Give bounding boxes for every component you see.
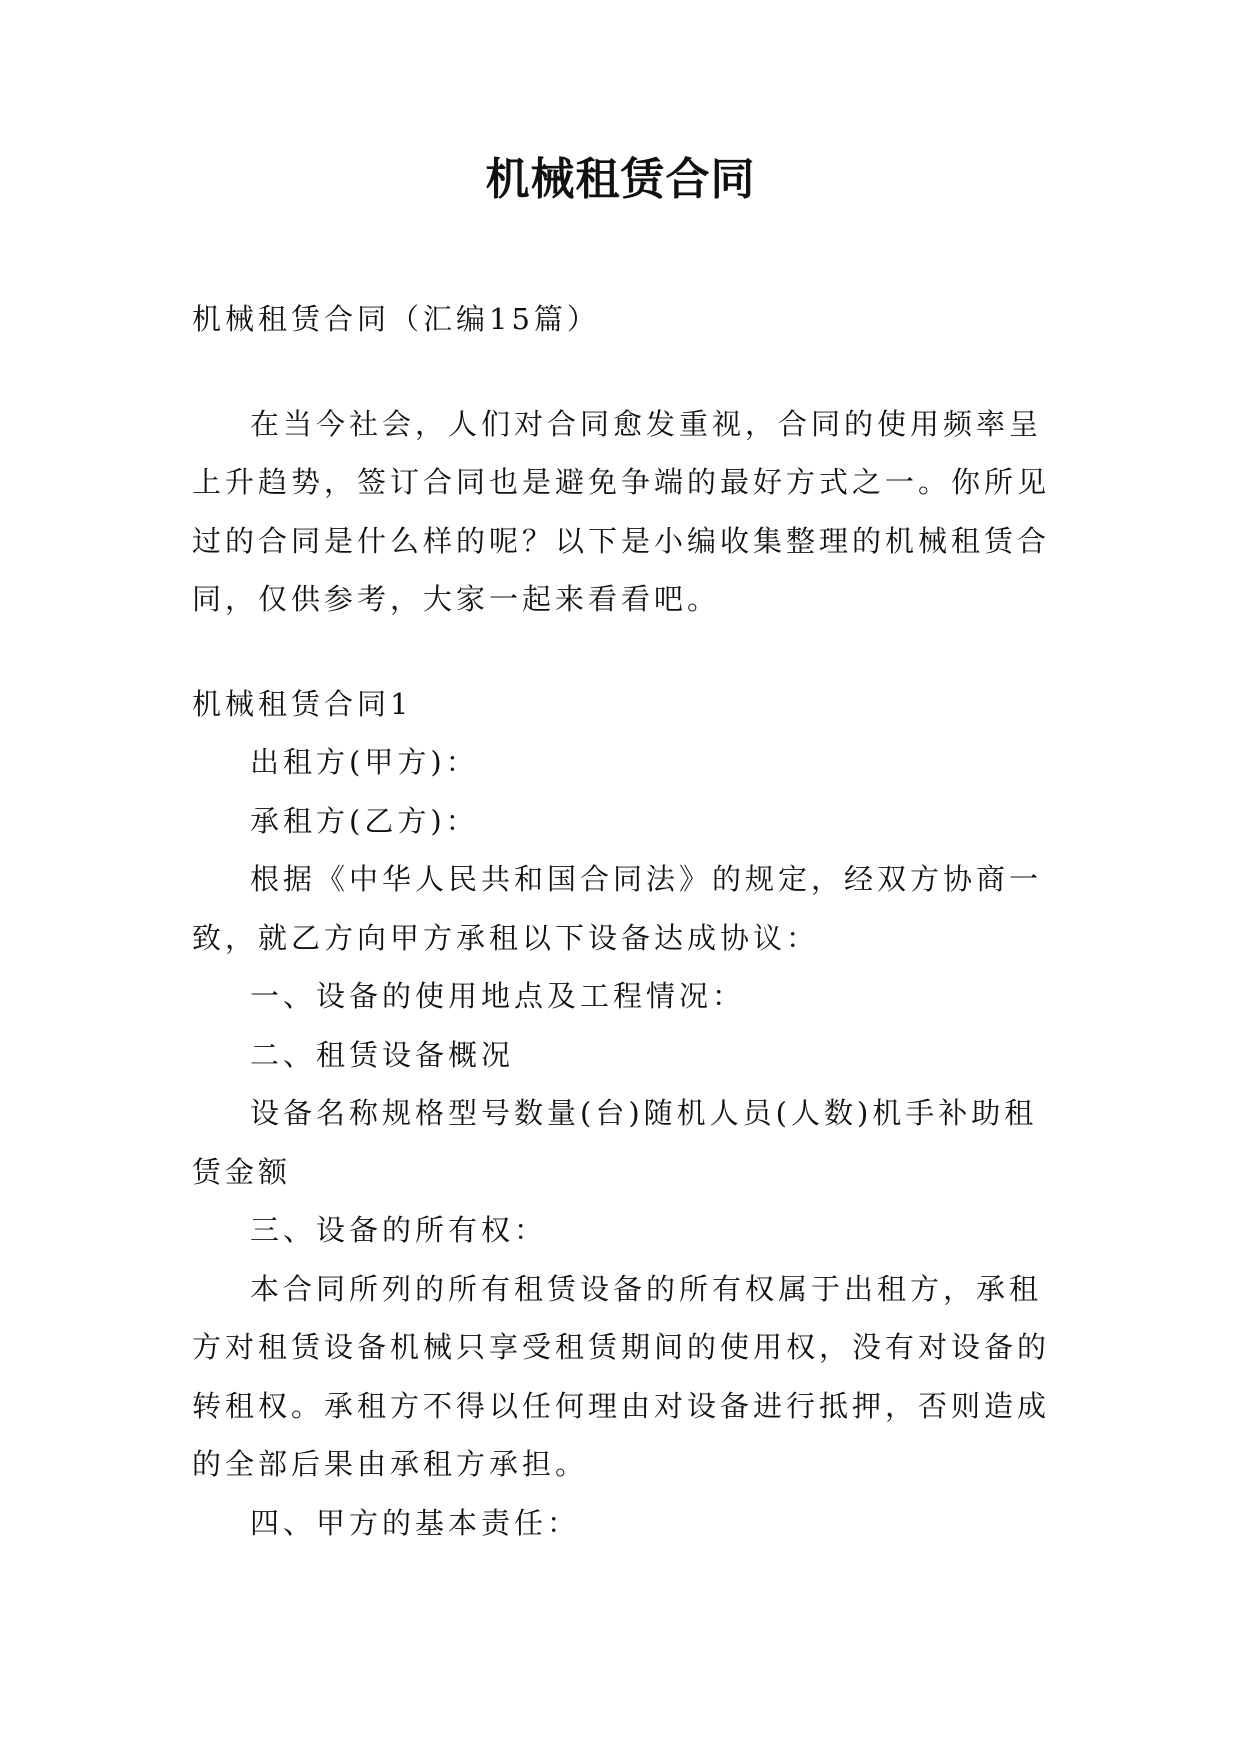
equipment-columns-text: 设备名称规格型号数量(台)随机人员(人数)机手补助租赁金额: [192, 1096, 1038, 1189]
section-heading: 机械租赁合同1: [192, 686, 413, 721]
intro-paragraph: 在当今社会，人们对合同愈发重视，合同的使用频率呈上升趋势，签订合同也是避免争端的最好方式之一。你所见过的合同是什么样的呢？以下是小编收集整理的机械租赁合同，仅供参考，大家一起来看看吧。: [192, 406, 1051, 616]
lessee-line: 承租方(乙方)：: [250, 803, 479, 838]
ownership-paragraph: 本合同所列的所有租赁设备的所有权属于出租方，承租方对租赁设备机械只享受租赁期间的使用权，没有对设备的转租权。承租方不得以任何理由对设备进行抵押，否则造成的全部后果由承租方承担。: [192, 1271, 1051, 1481]
preamble-paragraph: 根据《中华人民共和国合同法》的规定，经双方协商一致，就乙方向甲方承租以下设备达成协议：: [192, 862, 1043, 955]
clause-4-heading: 四、甲方的基本责任：: [250, 1505, 581, 1540]
document-title: 机械租赁合同: [485, 154, 756, 205]
clause-2-heading: 二、租赁设备概况: [250, 1037, 515, 1072]
document-subtitle: 机械租赁合同（汇编15篇）: [192, 302, 600, 336]
lessor-line: 出租方(甲方)：: [250, 745, 479, 779]
document-body: [192, 290, 1054, 1552]
clause-1-heading: 一、设备的使用地点及工程情况：: [250, 979, 746, 1013]
clause-3-heading: 三、设备的所有权：: [250, 1213, 548, 1247]
